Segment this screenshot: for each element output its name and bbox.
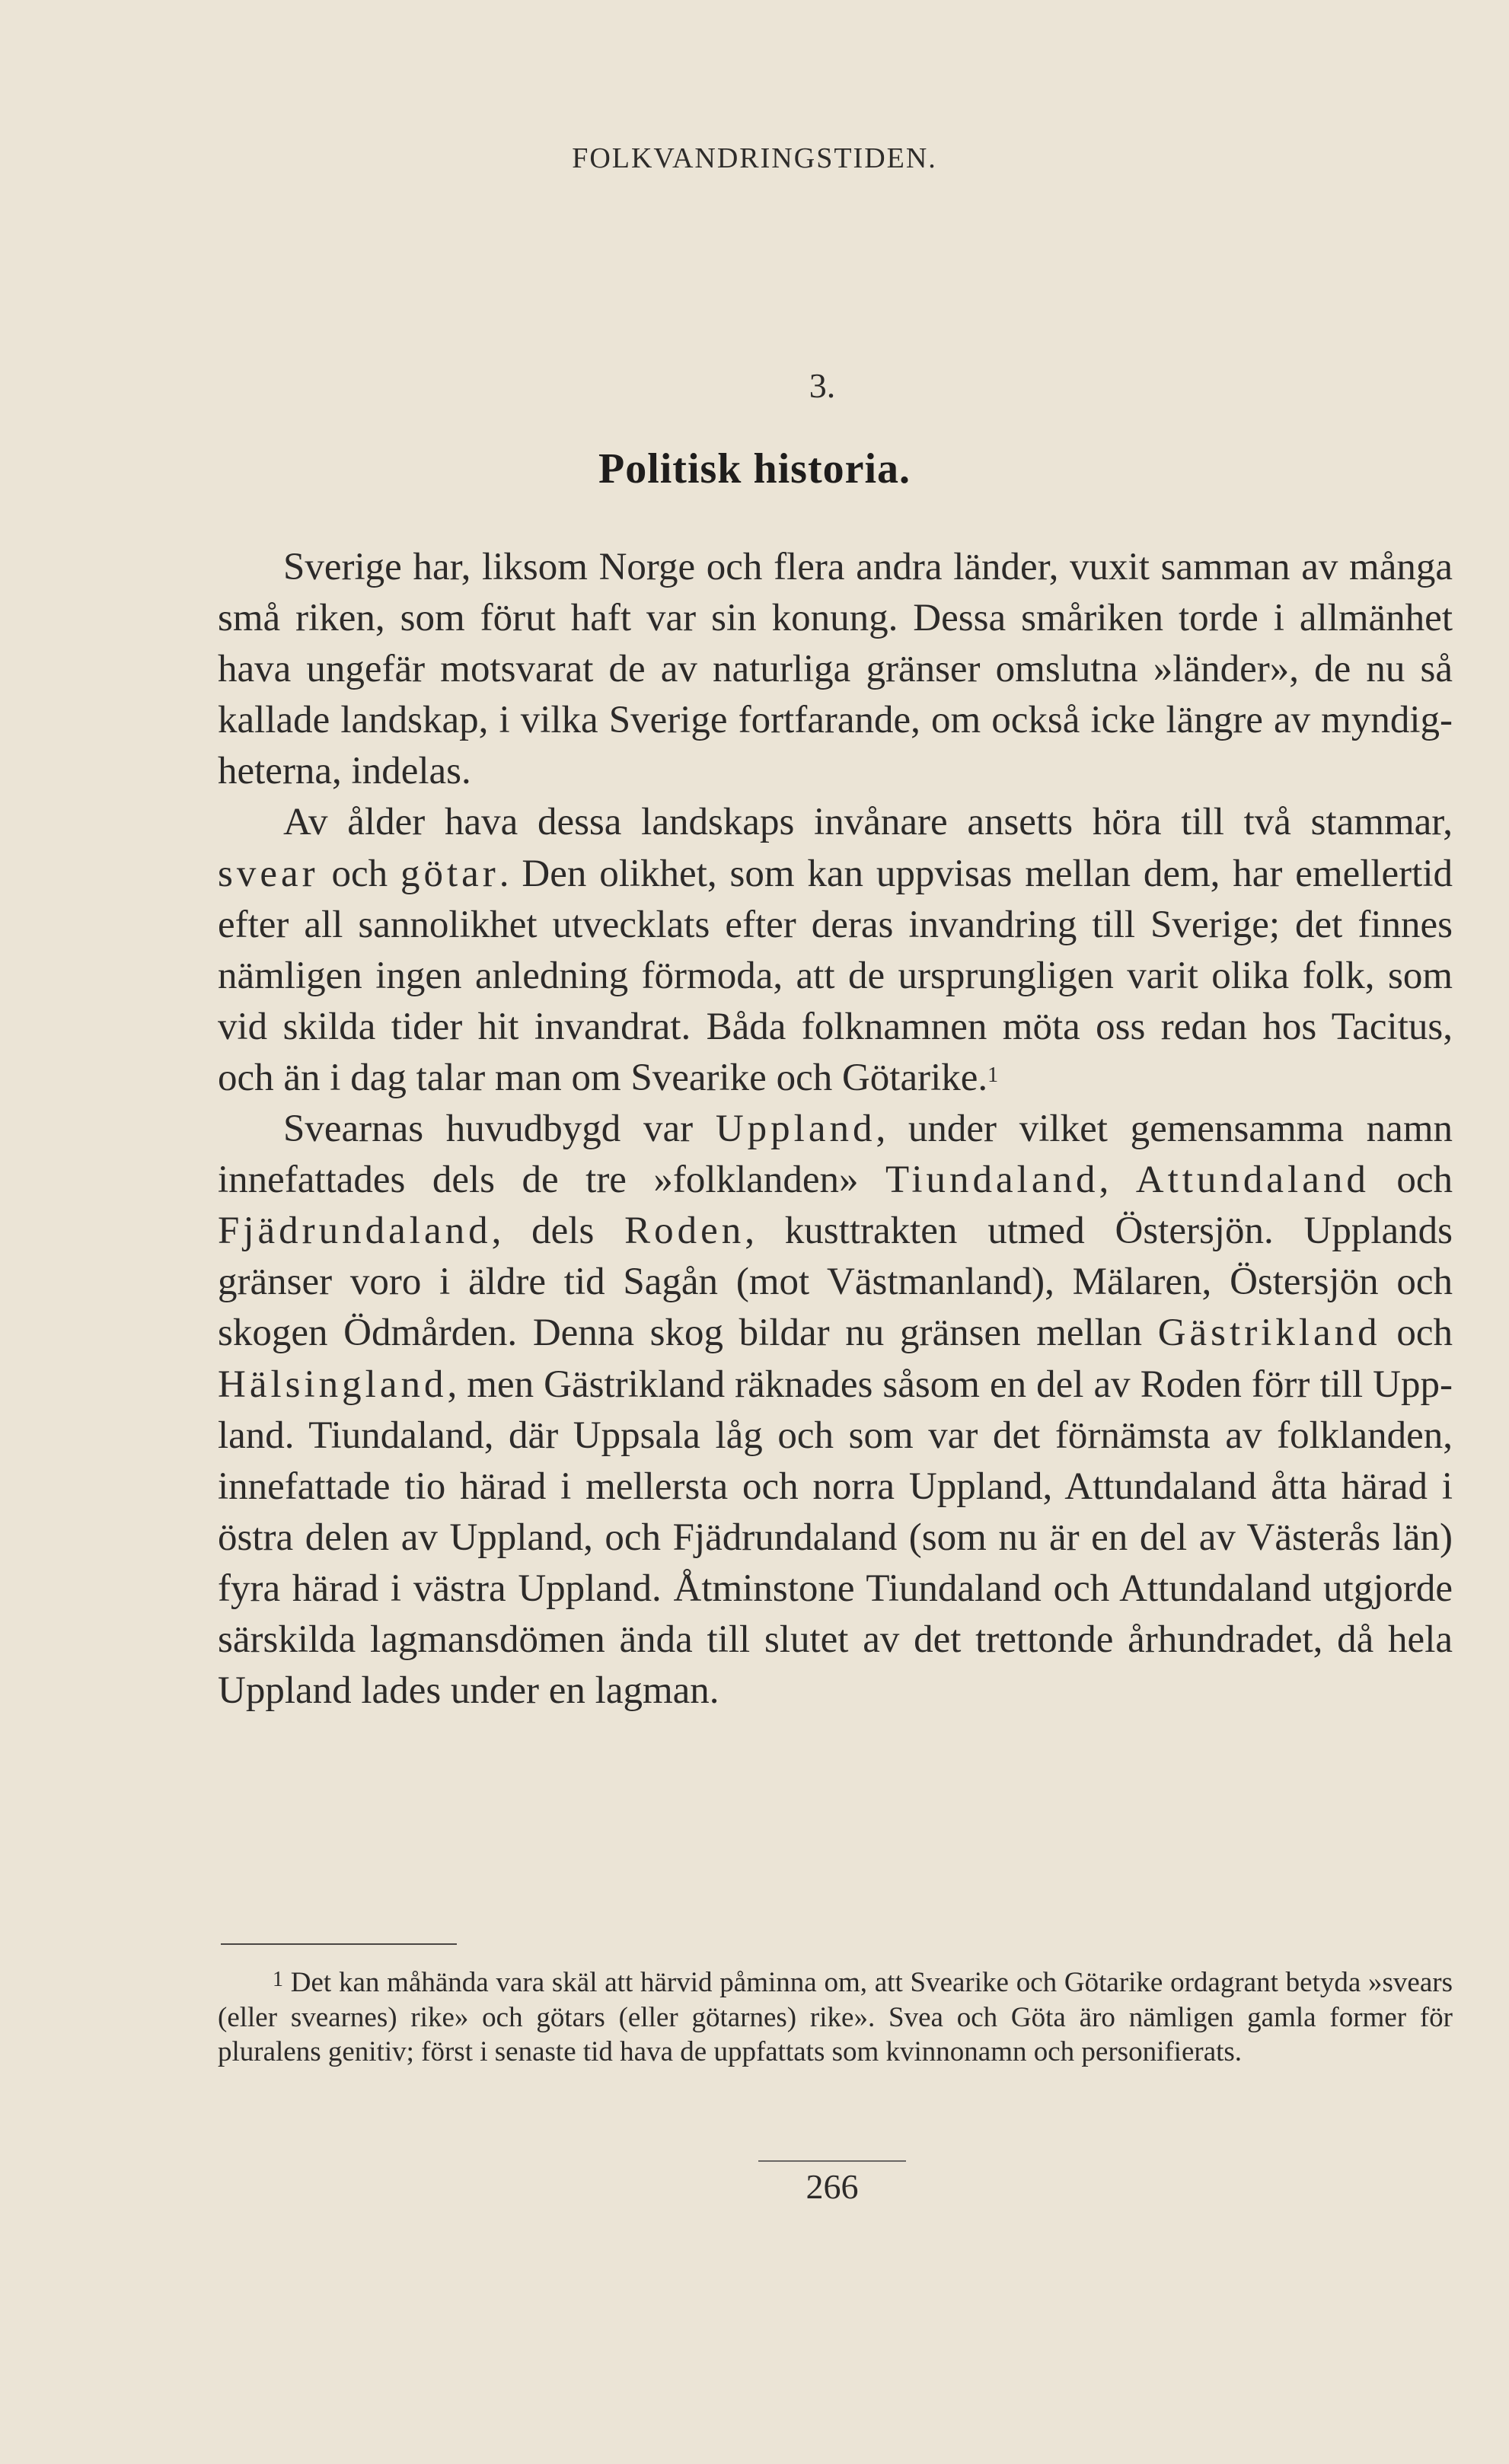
paragraph-2-conj: och (318, 852, 400, 895)
section-number: 3. (809, 366, 836, 405)
paragraph-3-text-c: , dels (491, 1210, 625, 1253)
paragraph-2 (218, 797, 1453, 1104)
running-head: FOLKVANDRINGSTIDEN. (572, 142, 937, 174)
term-gotar: götar (400, 852, 499, 895)
term-roden: Roden (624, 1210, 745, 1253)
page-number: 266 (806, 2167, 859, 2206)
paragraph-3-text-b: , under vilket gemensamma namn innefattades dels de tre »folklanden» (218, 1108, 1453, 1202)
term-uppland: Uppland (715, 1108, 876, 1151)
term-tiundaland: Tiundaland (885, 1159, 1099, 1202)
paragraph-3-conj-2: och (1380, 1312, 1453, 1355)
paragraph-3-comma: , (1099, 1159, 1136, 1202)
body-text (218, 542, 1453, 1717)
term-gastrikland: Gästrikland (1157, 1312, 1381, 1355)
paragraph-2-text-a: Av ålder hava dessa landskaps invånare ansetts höra till två stammar, (283, 801, 1453, 844)
paragraph-3-text-e: , men Gästrikland räknades såsom en del av Roden förr till Uppland. Tiundaland, där Uppsala låg och som var det förnämsta av folklanden, innefattade tio härad i mellersta och norra Uppland, Attundaland åtta härad i östra delen av Uppland, och Fjädrundaland (som nu är en del av Västerås län) fyra härad i västra Uppland. Åtminstone Tiundaland och Attundaland utgjorde särskilda lagmansdömen ända till slutet av det trettonde århundradet, då hela Uppland lades under en lagman. (218, 1363, 1453, 1713)
paragraph-3-conj-1: och (1369, 1159, 1453, 1202)
paragraph-1: Sverige har, liksom Norge och flera andra länder, vuxit samman av många små riken, som förut haft var sin konung. Dessa småriken torde i allmänhet hava ungefär motsvarat de av naturliga gränser omslutna »länder», de nu så kallade landskap, i vilka Sverige fortfarande, om också icke längre av myndigheterna, indelas. (218, 546, 1453, 793)
term-attundaland: Attundaland (1135, 1159, 1370, 1202)
paragraph-3 (218, 1104, 1453, 1717)
paragraph-2-text-b: . Den olikhet, som kan uppvisas mellan dem, har emellertid efter all sannolikhet utvecklats efter deras invandring till Sverige; det finnes nämligen ingen anledning förmoda, att de ursprungligen varit olika folk, som vid skilda tider hit invandrat. Båda folknamnen möta oss redan hos Tacitus, och än i dag talar man om Svearike och Götarike. (218, 852, 1453, 1099)
paragraph-3-text-d: , kusttrakten utmed Östersjön. Upplands gränser voro i äldre tid Sagån (mot Västmanland), Mälaren, Östersjön och skogen Ödmården. Denna skog bildar nu gränsen mellan (218, 1210, 1453, 1355)
term-fjadrundaland: Fjädrundaland (218, 1210, 492, 1253)
footnote-paragraph (218, 1965, 1453, 2070)
term-halsingland: Hälsingland (218, 1363, 448, 1406)
footnote-mark: 1 (273, 1968, 283, 1991)
term-svear: svear (218, 852, 319, 895)
footnote (218, 1965, 1453, 2070)
footnote-text: Det kan måhända vara skäl att härvid påminna om, att Svearike och Götarike ordagrant betyda »svears (eller svearnes) rike» och götars (eller götarnes) rike». Svea och Göta äro nämligen gamla former för pluralens genitiv; först i senaste tid hava de uppfattats som kvinnonamn och personifierats. (218, 1967, 1453, 2067)
paragraph-3-text-a: Svearnas huvudbygd var (283, 1108, 716, 1151)
footnote-reference: 1 (987, 1063, 999, 1087)
footnote-divider (221, 1943, 457, 1945)
page-number-divider (758, 2160, 906, 2162)
section-title: Politisk historia. (598, 445, 911, 492)
